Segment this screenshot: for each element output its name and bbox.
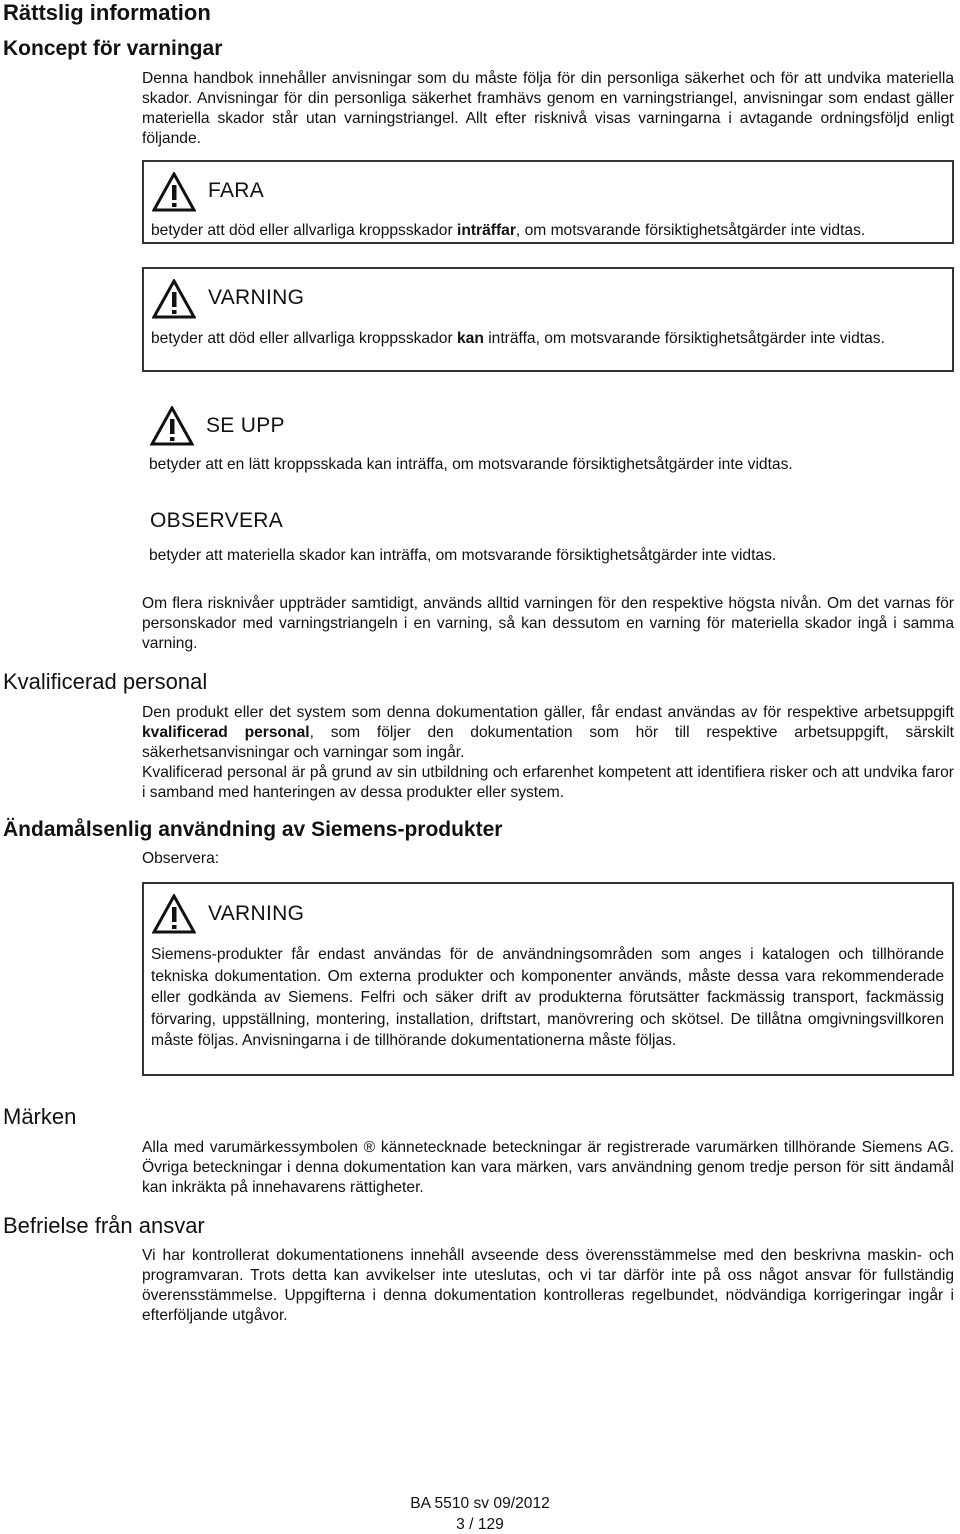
footer-page-number: 3 / 129 [456, 1516, 504, 1533]
disclaimer-text: Vi har kontrollerat dokumentationens innehåll avseende dess överensstämmelse med den beskrivna maskin- och programvaran. Trots detta kan avvikelser inte uteslutas, och vi tar därför inte på oss något ansvar för fullständig överensstämmelse. Uppgifterna i denna dokumentation kontrolleras regelbundet, nödvändiga korrigeringar ingår i efterföljande utgåvor. [142, 1247, 954, 1324]
notice-label: OBSERVERA [150, 509, 284, 532]
usage-warning-label: VARNING [208, 902, 305, 925]
warning-label: VARNING [208, 286, 305, 309]
usage-warning-box [142, 882, 954, 1076]
warning-triangle-icon [152, 172, 196, 212]
page-title: Rättslig information [3, 0, 211, 25]
usage-heading: Ändamålsenlig användning av Siemens-produkter [3, 818, 503, 841]
caution-box [142, 396, 954, 480]
trademarks-heading: Märken [3, 1104, 77, 1129]
notice-box [142, 505, 954, 575]
footer-doc-id: BA 5510 sv 09/2012 [410, 1495, 550, 1512]
warning-text: betyder att död eller allvarliga kroppsskador kan inträffa, om motsvarande försiktighetsåtgärder inte vidtas. [151, 330, 885, 347]
warning-triangle-icon [150, 406, 194, 446]
danger-label: FARA [208, 179, 265, 202]
disclaimer-heading: Befrielse från ansvar [3, 1213, 205, 1238]
caution-text: betyder att en lätt kroppsskada kan inträffa, om motsvarande försiktighetsåtgärder inte vidtas. [149, 456, 793, 473]
warning-box [142, 267, 954, 372]
concept-heading: Koncept för varningar [3, 37, 223, 60]
personnel-text: Den produkt eller det system som denna dokumentation gäller, får endast användas av för respektive arbetsuppgift kvalificerad personal, som följer den dokumentation som hör till respektive arbetsuppgift, särskilt säkerhetsanvisningar och varningar som ingår. Kvalificerad personal är på grund av sin utbildning och erfarenhet kompetent att identifiera risker och att undvika faror i samband med hanteringen av dessa produkter eller system. [142, 704, 954, 801]
danger-text: betyder att död eller allvarliga kroppsskador inträffar, om motsvarande försiktighetsåtgärder inte vidtas. [151, 222, 866, 239]
usage-warning-text: Siemens-produkter får endast användas för de användningsområden som anges i katalogen och tillhörande tekniska dokumentation. Om externa produkter och komponenter används, måste dessa vara rekommenderade eller godkända av Siemens. Felfri och säker drift av produkterna förutsätter fackmässig transport, fackmässig förvaring, uppställning, montering, installation, driftstart, manövrering och skötsel. De tillåtna omgivningsvillkoren måste följas. Anvisningarna i de tillhörande dokumentationerna måste följas. [151, 946, 944, 1049]
warning-triangle-icon [152, 279, 196, 319]
concept-intro: Denna handbok innehåller anvisningar som du måste följa för din personliga säkerhet och för att undvika materiella skador. Anvisningar för din personliga säkerhet framhävs genom en varningstriangel, anvisningar som endast gäller materiella skador står utan varningstriangel. Allt efter risknivå visas varningarna i avtagande ordningsföljd enligt följande. [142, 70, 954, 147]
trademarks-text: Alla med varumärkessymbolen ® kännetecknade beteckningar är registrerade varumärken tillhörande Siemens AG. Övriga beteckningar i denna dokumentation kan vara märken, vars användning genom tredje person för sitt ändamål kan inkräkta på innehavarens rättigheter. [142, 1139, 954, 1196]
notice-text: betyder att materiella skador kan inträffa, om motsvarande försiktighetsåtgärder inte vidtas. [149, 547, 777, 564]
danger-box [142, 160, 954, 244]
personnel-heading: Kvalificerad personal [3, 669, 208, 694]
multiple-levels-text: Om flera risknivåer uppträder samtidigt, används alltid varningen för den respektive högsta nivån. Om det varnas för personskador med varningstriangeln i en varning, så kan dessutom en varning för materiella skador ingå i samma varning. [142, 595, 954, 652]
warning-triangle-icon [152, 894, 196, 934]
usage-note: Observera: [142, 850, 220, 867]
caution-label: SE UPP [206, 414, 285, 437]
